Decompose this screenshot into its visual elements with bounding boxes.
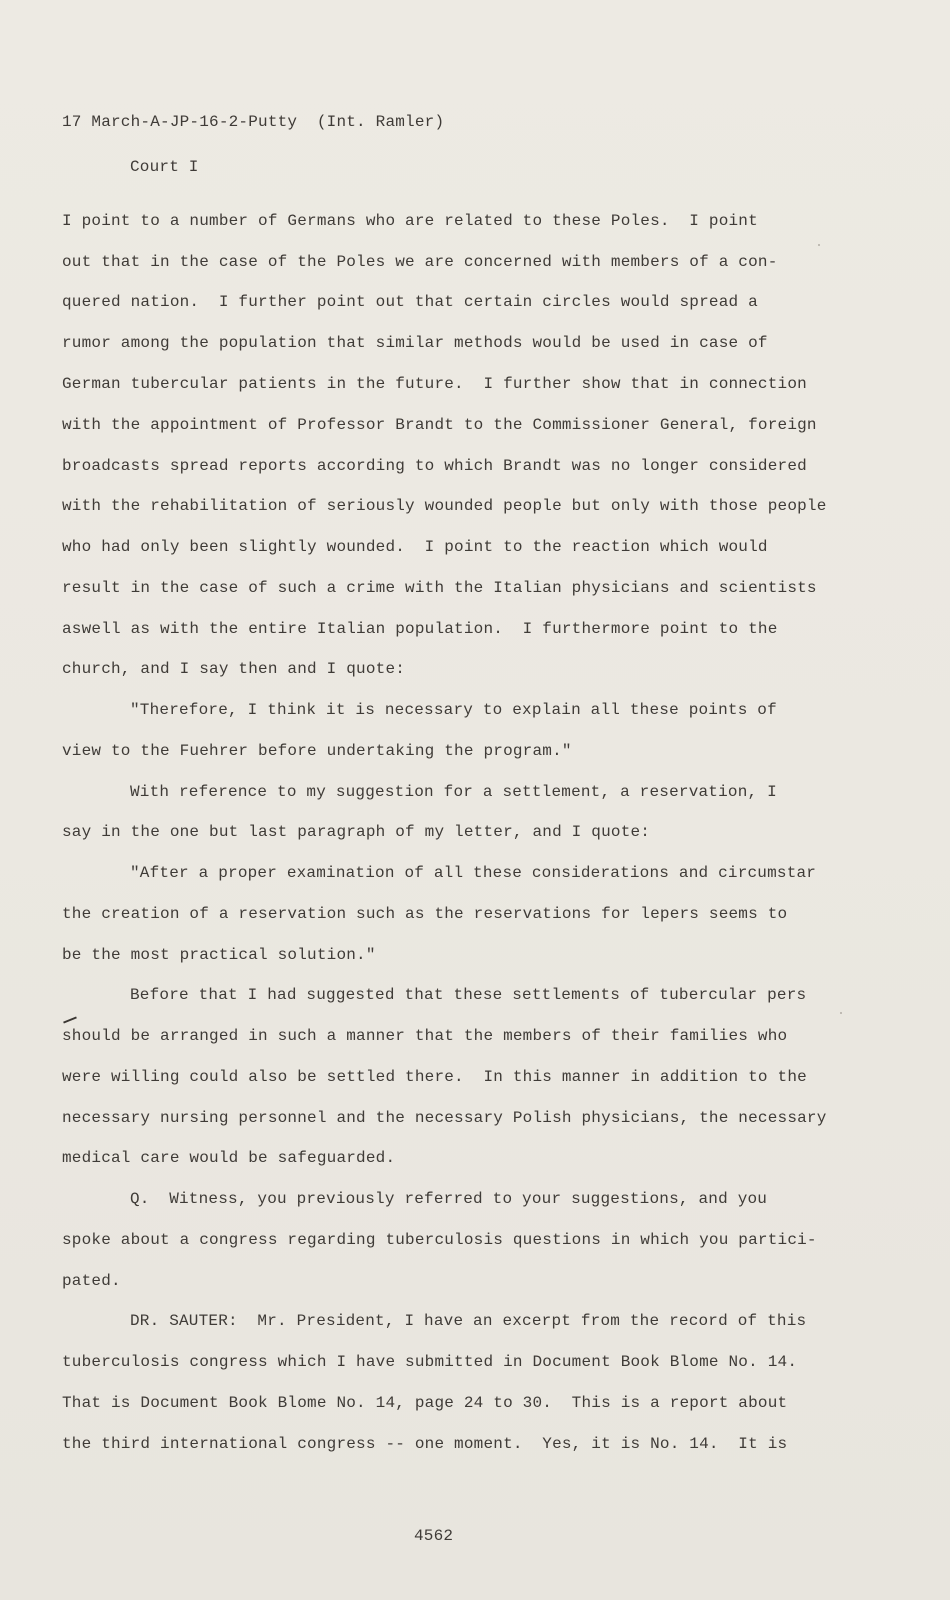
paper-speck xyxy=(840,1012,842,1014)
transcript-line: say in the one but last paragraph of my letter, and I quote: xyxy=(62,823,651,841)
transcript-line: aswell as with the entire Italian population. I furthermore point to the xyxy=(62,620,778,638)
transcript-line: the third international congress -- one moment. Yes, it is No. 14. It is xyxy=(62,1435,788,1453)
quoted-line: be the most practical solution." xyxy=(62,946,376,964)
question-line: spoke about a congress regarding tuberculosis questions in which you partici- xyxy=(62,1231,817,1249)
transcript-line: with the rehabilitation of seriously wounded people but only with those people xyxy=(62,497,827,515)
quoted-line: the creation of a reservation such as the reservations for lepers seems to xyxy=(62,905,788,923)
transcript-line: result in the case of such a crime with the Italian physicians and scientists xyxy=(62,579,817,597)
transcript-line: Before that I had suggested that these settlements of tubercular pers xyxy=(130,986,807,1004)
transcript-line: necessary nursing personnel and the necessary Polish physicians, the necessary xyxy=(62,1109,827,1127)
transcript-line: out that in the case of the Poles we are concerned with members of a con- xyxy=(62,253,778,271)
transcript-line: rumor among the population that similar methods would be used in case of xyxy=(62,334,768,352)
transcript-line: church, and I say then and I quote: xyxy=(62,660,406,678)
margin-pencil-mark xyxy=(63,1016,77,1023)
transcript-line: German tubercular patients in the future. I further show that in connection xyxy=(62,375,807,393)
quoted-line: view to the Fuehrer before undertaking the program." xyxy=(62,742,572,760)
question-line: pated. xyxy=(62,1272,121,1290)
transcript-line: I point to a number of Germans who are related to these Poles. I point xyxy=(62,212,758,230)
document-reference-header: 17 March-A-JP-16-2-Putty (Int. Ramler) xyxy=(62,113,445,131)
speaker-line: DR. SAUTER: Mr. President, I have an excerpt from the record of this xyxy=(130,1312,807,1330)
court-designation: Court I xyxy=(130,158,199,176)
transcript-line: That is Document Book Blome No. 14, page 24 to 30. This is a report about xyxy=(62,1394,788,1412)
transcript-line: who had only been slightly wounded. I point to the reaction which would xyxy=(62,538,768,556)
quoted-line: "Therefore, I think it is necessary to explain all these points of xyxy=(130,701,777,719)
transcript-line: should be arranged in such a manner that the members of their families who xyxy=(62,1027,788,1045)
transcript-line: tuberculosis congress which I have submitted in Document Book Blome No. 14. xyxy=(62,1353,798,1371)
transcript-line: medical care would be safeguarded. xyxy=(62,1149,396,1167)
paper-speck xyxy=(818,244,820,246)
transcript-line: broadcasts spread reports according to which Brandt was no longer considered xyxy=(62,457,807,475)
transcript-line: with the appointment of Professor Brandt to the Commissioner General, foreign xyxy=(62,416,817,434)
page-number: 4562 xyxy=(414,1527,454,1545)
quoted-line: "After a proper examination of all these considerations and circumstar xyxy=(130,864,817,882)
transcript-line: quered nation. I further point out that certain circles would spread a xyxy=(62,293,758,311)
transcript-line: were willing could also be settled there. In this manner in addition to the xyxy=(62,1068,807,1086)
question-line: Q. Witness, you previously referred to your suggestions, and you xyxy=(130,1190,768,1208)
transcript-line: With reference to my suggestion for a settlement, a reservation, I xyxy=(130,783,777,801)
